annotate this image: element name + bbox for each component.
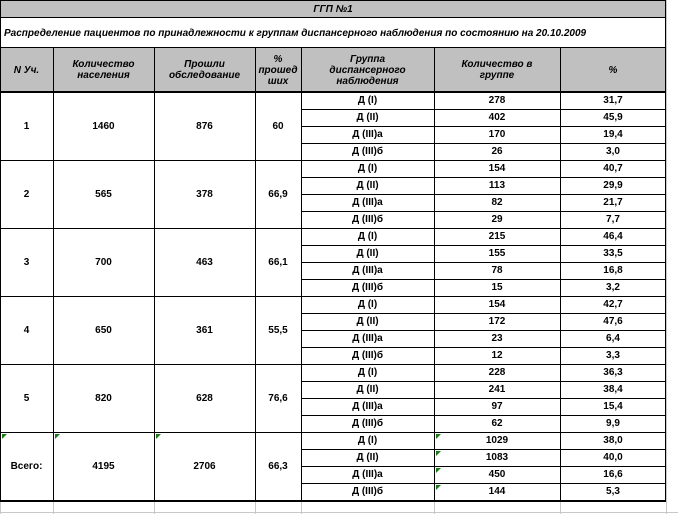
group-percent-cell[interactable]: 40,0 <box>603 452 623 463</box>
group-count-cell[interactable]: 29 <box>491 214 503 225</box>
group-count-cell[interactable]: 144 <box>488 486 506 497</box>
error-indicator-icon <box>436 434 441 439</box>
percent-examined-cell[interactable]: 66,3 <box>268 460 288 472</box>
uch-number[interactable]: 4 <box>23 324 30 336</box>
title-bottom-border <box>0 17 666 18</box>
examined-cell[interactable]: 2706 <box>193 460 216 472</box>
row-border <box>301 415 666 416</box>
group-count-cell[interactable]: 15 <box>491 282 503 293</box>
percent-examined-cell[interactable]: 66,1 <box>268 256 288 268</box>
group-count-cell[interactable]: 228 <box>488 367 506 378</box>
group-percent-cell[interactable]: 15,4 <box>603 401 623 412</box>
group-percent-cell[interactable]: 3,0 <box>606 146 620 157</box>
examined-cell[interactable]: 628 <box>196 392 213 404</box>
header-uch[interactable]: N Уч. <box>0 48 53 92</box>
examined-cell[interactable]: 876 <box>196 120 213 132</box>
row-border <box>301 449 666 450</box>
group-percent-cell[interactable]: 46,4 <box>603 231 623 242</box>
gridline <box>666 0 667 514</box>
row-border <box>301 109 666 110</box>
error-indicator-icon <box>436 451 441 456</box>
group-count-cell[interactable]: 154 <box>488 163 506 174</box>
group-cell[interactable]: Д (III)б <box>351 282 384 293</box>
group-cell[interactable]: Д (II) <box>356 452 379 463</box>
group-cell[interactable]: Д (I) <box>357 435 378 446</box>
column-border <box>154 48 155 502</box>
population-cell[interactable]: 565 <box>95 188 112 200</box>
sheet-title[interactable]: ГГП №1 <box>0 0 666 18</box>
group-count-cell[interactable]: 215 <box>488 231 506 242</box>
group-cell[interactable]: Д (I) <box>357 95 378 106</box>
group-count-cell[interactable]: 154 <box>488 299 506 310</box>
group-count-cell[interactable]: 172 <box>488 316 506 327</box>
error-indicator-icon <box>436 485 441 490</box>
population-cell[interactable]: 650 <box>95 324 112 336</box>
group-cell[interactable]: Д (III)а <box>352 401 383 412</box>
group-cell[interactable]: Д (II) <box>356 384 379 395</box>
group-count-cell[interactable]: 12 <box>491 350 503 361</box>
group-cell[interactable]: Д (III)а <box>352 265 383 276</box>
row-border <box>301 177 666 178</box>
group-count-cell[interactable]: 155 <box>488 248 506 259</box>
column-border <box>301 48 302 502</box>
error-indicator-icon <box>156 434 161 439</box>
group-percent-cell[interactable]: 36,3 <box>603 367 623 378</box>
section-border <box>0 432 666 433</box>
group-count-cell[interactable]: 62 <box>491 418 503 429</box>
group-percent-cell[interactable]: 45,9 <box>603 112 623 123</box>
group-percent-cell[interactable]: 31,7 <box>603 95 623 106</box>
group-percent-cell[interactable]: 16,8 <box>603 265 623 276</box>
table-bottom-border-thick <box>0 501 666 502</box>
group-cell[interactable]: Д (III)а <box>352 129 383 140</box>
group-cell[interactable]: Д (III)б <box>351 214 384 225</box>
section-border <box>0 228 666 229</box>
group-count-cell[interactable]: 82 <box>491 197 503 208</box>
error-indicator-icon <box>436 468 441 473</box>
group-percent-cell[interactable]: 6,4 <box>606 333 620 344</box>
group-count-cell[interactable]: 450 <box>488 469 506 480</box>
group-cell[interactable]: Д (II) <box>356 180 379 191</box>
group-cell[interactable]: Д (I) <box>357 367 378 378</box>
group-cell[interactable]: Д (I) <box>357 299 378 310</box>
row-border <box>301 466 666 467</box>
gridline <box>0 512 678 513</box>
group-count-cell[interactable]: 78 <box>491 265 503 276</box>
group-count-cell[interactable]: 278 <box>488 95 506 106</box>
header-examined[interactable]: Прошли обследование <box>154 48 255 92</box>
group-count-cell[interactable]: 241 <box>488 384 506 395</box>
group-count-cell[interactable]: 1029 <box>485 435 509 446</box>
group-percent-cell[interactable]: 47,6 <box>603 316 623 327</box>
group-percent-cell[interactable]: 3,3 <box>606 350 620 361</box>
group-cell[interactable]: Д (II) <box>356 316 379 327</box>
row-border <box>301 381 666 382</box>
group-percent-cell[interactable]: 7,7 <box>606 214 620 225</box>
column-border <box>53 48 54 502</box>
group-percent-cell[interactable]: 16,6 <box>603 469 623 480</box>
section-border <box>0 160 666 161</box>
examined-cell[interactable]: 378 <box>196 188 213 200</box>
examined-cell[interactable]: 463 <box>196 256 213 268</box>
group-percent-cell[interactable]: 5,3 <box>606 486 620 497</box>
uch-number[interactable]: 5 <box>23 392 30 404</box>
group-count-cell[interactable]: 402 <box>488 112 506 123</box>
group-count-cell[interactable]: 97 <box>491 401 503 412</box>
column-border <box>255 48 256 502</box>
row-border <box>301 126 666 127</box>
population-cell[interactable]: 820 <box>95 392 112 404</box>
header-percent-examined[interactable]: % прошед ших <box>255 48 301 92</box>
error-indicator-icon <box>55 434 60 439</box>
row-border <box>301 279 666 280</box>
header-group-percent[interactable]: % <box>560 48 666 92</box>
examined-cell[interactable]: 361 <box>196 324 213 336</box>
uch-number[interactable]: 1 <box>23 120 30 132</box>
subtitle-bottom-border <box>0 47 666 48</box>
population-cell[interactable]: 4195 <box>92 460 115 472</box>
group-count-cell[interactable]: 1083 <box>485 452 509 463</box>
row-border <box>301 398 666 399</box>
group-cell[interactable]: Д (III)б <box>351 486 384 497</box>
section-border <box>0 296 666 297</box>
row-border <box>301 330 666 331</box>
group-percent-cell[interactable]: 3,2 <box>606 282 620 293</box>
group-cell[interactable]: Д (I) <box>357 231 378 242</box>
row-border <box>301 262 666 263</box>
group-count-cell[interactable]: 170 <box>488 129 506 140</box>
row-border <box>301 211 666 212</box>
group-cell[interactable]: Д (III)б <box>351 418 384 429</box>
group-cell[interactable]: Д (II) <box>356 112 379 123</box>
group-cell[interactable]: Д (III)а <box>352 469 383 480</box>
group-percent-cell[interactable]: 19,4 <box>603 129 623 140</box>
row-border <box>301 245 666 246</box>
percent-examined-cell[interactable]: 55,5 <box>268 324 288 336</box>
group-percent-cell[interactable]: 21,7 <box>603 197 623 208</box>
group-cell[interactable]: Д (II) <box>356 248 379 259</box>
uch-number[interactable]: 3 <box>23 256 30 268</box>
header-bottom-border <box>0 91 666 92</box>
row-border <box>301 483 666 484</box>
group-cell[interactable]: Д (III)а <box>352 197 383 208</box>
table-left-border <box>0 0 1 502</box>
row-border <box>301 347 666 348</box>
population-cell[interactable]: 1460 <box>92 120 115 132</box>
percent-examined-cell[interactable]: 76,6 <box>268 392 288 404</box>
percent-examined-cell[interactable]: 60 <box>272 120 284 132</box>
header-group-count[interactable]: Количество в группе <box>434 48 560 92</box>
total-label[interactable]: Всего: <box>10 460 43 472</box>
column-border <box>560 48 561 502</box>
group-count-cell[interactable]: 113 <box>488 180 506 191</box>
error-indicator-icon <box>2 434 7 439</box>
group-cell[interactable]: Д (III)а <box>352 333 383 344</box>
header-dispensary-group[interactable]: Группа диспансерного наблюдения <box>301 48 434 92</box>
title-top-border <box>0 0 666 1</box>
group-percent-cell[interactable]: 33,5 <box>603 248 623 259</box>
header-population[interactable]: Количество населения <box>53 48 154 92</box>
percent-examined-cell[interactable]: 66,9 <box>268 188 288 200</box>
row-border <box>301 313 666 314</box>
uch-number[interactable]: 2 <box>23 188 30 200</box>
row-border <box>301 194 666 195</box>
group-percent-cell[interactable]: 29,9 <box>603 180 623 191</box>
group-percent-cell[interactable]: 9,9 <box>606 418 620 429</box>
group-percent-cell[interactable]: 38,4 <box>603 384 623 395</box>
group-count-cell[interactable]: 26 <box>491 146 503 157</box>
group-cell[interactable]: Д (III)б <box>351 350 384 361</box>
group-cell[interactable]: Д (I) <box>357 163 378 174</box>
group-percent-cell[interactable]: 42,7 <box>603 299 623 310</box>
group-percent-cell[interactable]: 40,7 <box>603 163 623 174</box>
group-count-cell[interactable]: 23 <box>491 333 503 344</box>
row-border <box>301 143 666 144</box>
group-percent-cell[interactable]: 38,0 <box>603 435 623 446</box>
section-border <box>0 92 666 93</box>
column-border <box>434 48 435 502</box>
group-cell[interactable]: Д (III)б <box>351 146 384 157</box>
section-border <box>0 364 666 365</box>
population-cell[interactable]: 700 <box>95 256 112 268</box>
sheet-subtitle[interactable]: Распределение пациентов по принадлежности к группам диспансерного наблюдения по состоянию на 20.10.2009 <box>4 27 587 39</box>
